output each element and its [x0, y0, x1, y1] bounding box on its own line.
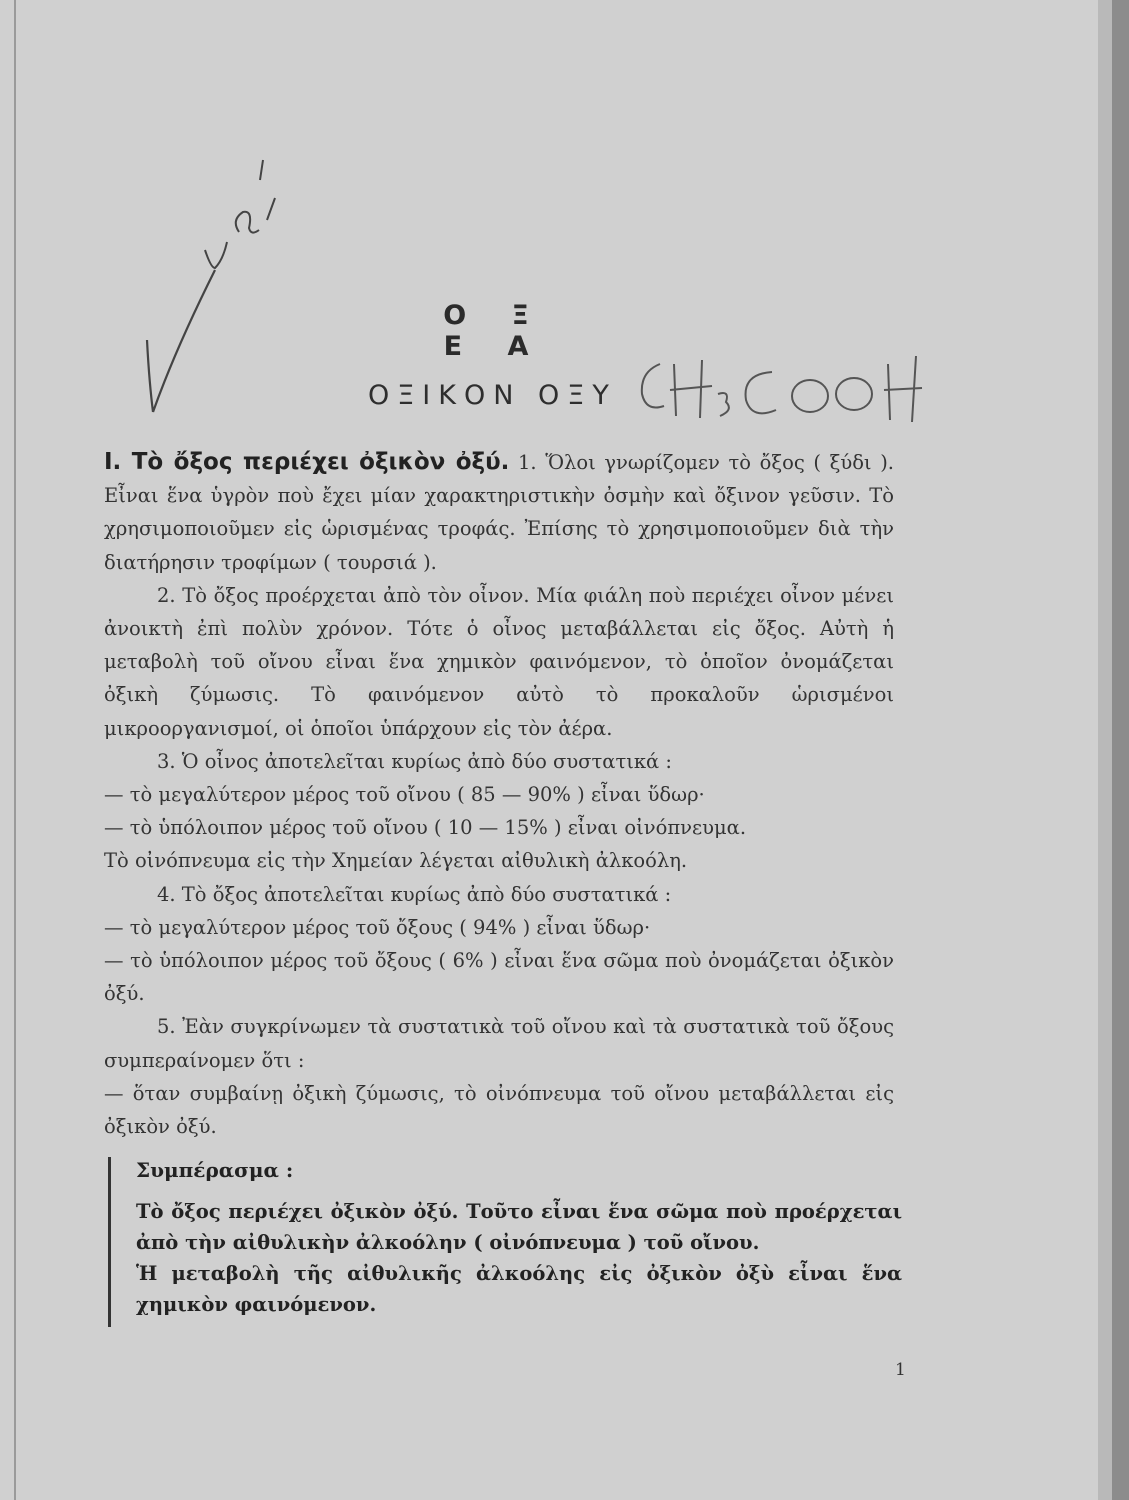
- paragraph-5: 5. Ἐὰν συγκρίνωμεν τὰ συστατικὰ τοῦ οἴνου καὶ τὰ συστατικὰ τοῦ ὄξους συμπεραίνομεν ὅτι :: [104, 1015, 894, 1072]
- section-1-paragraph: [104, 446, 894, 579]
- list-item: — ὅταν συμβαίνῃ ὀξικὴ ζύμωσις, τὸ οἰνόπνευμα τοῦ οἴνου μεταβάλλεται εἰς ὀξικὸν ὀξύ.: [104, 1081, 894, 1139]
- page-left-border: [14, 0, 16, 1500]
- section-heading: I. Τὸ ὄξος περιέχει ὀξικὸν ὀξύ.: [104, 449, 510, 475]
- main-text: [104, 446, 894, 1143]
- list-item: — τὸ μεγαλύτερον μέρος τοῦ ὄξους ( 94% ) εἶναι ὕδωρ·: [104, 915, 651, 939]
- conclusion-line: Τὸ ὄξος περιέχει ὀξικὸν ὀξύ. Τοῦτο εἶναι ἕνα σῶμα ποὺ προέρχεται ἀπὸ τὴν αἰθυλικὴν ἀλκοόλην ( οἰνόπνευμα ) τοῦ οἴνου.: [136, 1200, 902, 1254]
- paragraph-4: 4. Τὸ ὄξος ἀποτελεῖται κυρίως ἀπὸ δύο συστατικά :: [157, 882, 672, 906]
- list-item: — τὸ μεγαλύτερον μέρος τοῦ οἴνου ( 85 — 90% ) εἶναι ὕδωρ·: [104, 783, 705, 807]
- paragraph-2: 2. Τὸ ὄξος προέρχεται ἀπὸ τὸν οἶνον. Μία φιάλη ποὺ περιέχει οἶνον μένει ἀνοικτὴ ἐπὶ πολὺν χρόνον. Τότε ὁ οἶνος μεταβάλλεται εἰς ὄξος. Αὐτὴ ἡ μεταβολὴ τοῦ οἴνου εἶναι ἕνα χημικὸν φαινόμενον, τὸ ὁποῖον ὀνομάζεται ὀξικὴ ζύμωσις. Τὸ φαινόμενον αὐτὸ τὸ προκαλοῦν ὡρισμένοι μικροοργανισμοί, οἱ ὁποῖοι ὑπάρχουν εἰς τὸν ἀέρα.: [104, 583, 894, 740]
- paragraph-1-text: 1. Ὅλοι γνωρίζομεν τὸ ὄξος ( ξύδι ). Εἶναι ἕνα ὑγρὸν ποὺ ἔχει μίαν χαρακτηριστικὴν ὀσμὴν καὶ ὄξινον γεῦσιν. Τὸ χρησιμοποιοῦμεν εἰς ὡρισμένας τροφάς. Ἐπίσης τὸ χρησιμοποιοῦμεν διὰ τὴν διατήρησιν τροφίμων ( τουρσιά ).: [104, 451, 894, 574]
- list-item: — τὸ ὑπόλοιπον μέρος τοῦ ὄξους ( 6% ) εἶναι ἕνα σῶμα ποὺ ὀνομάζεται ὀξικὸν ὀξύ.: [104, 949, 894, 1006]
- paragraph-3: 3. Ὁ οἶνος ἀποτελεῖται κυρίως ἀπὸ δύο συστατικά :: [157, 749, 672, 773]
- page-number: 1: [895, 1360, 906, 1380]
- page-subtitle: ΟΞΙΚΟΝ ΟΞΥ: [368, 380, 617, 411]
- paragraph-3-note: Τὸ οἰνόπνευμα εἰς τὴν Χημείαν λέγεται αἰθυλικὴ ἀλκοόλη.: [104, 849, 688, 873]
- page-title: Ο Ξ Ε Α: [443, 300, 547, 362]
- conclusion-title: Συμπέρασμα :: [136, 1158, 294, 1182]
- list-item: — τὸ ὑπόλοιπον μέρος τοῦ οἴνου ( 10 — 15% ) εἶναι οἰνόπνευμα.: [104, 816, 747, 840]
- conclusion-line: Ἡ μεταβολὴ τῆς αἰθυλικῆς ἀλκοόλης εἰς ὀξικὸν ὀξὺ εἶναι ἕνα χημικὸν φαινόμενον.: [136, 1262, 902, 1316]
- page-edge-shadow: [1112, 0, 1129, 1500]
- page-edge: [1098, 0, 1112, 1500]
- handwritten-formula: [630, 350, 970, 430]
- handwritten-check-annotation: [135, 150, 295, 430]
- conclusion-text: [136, 1196, 902, 1320]
